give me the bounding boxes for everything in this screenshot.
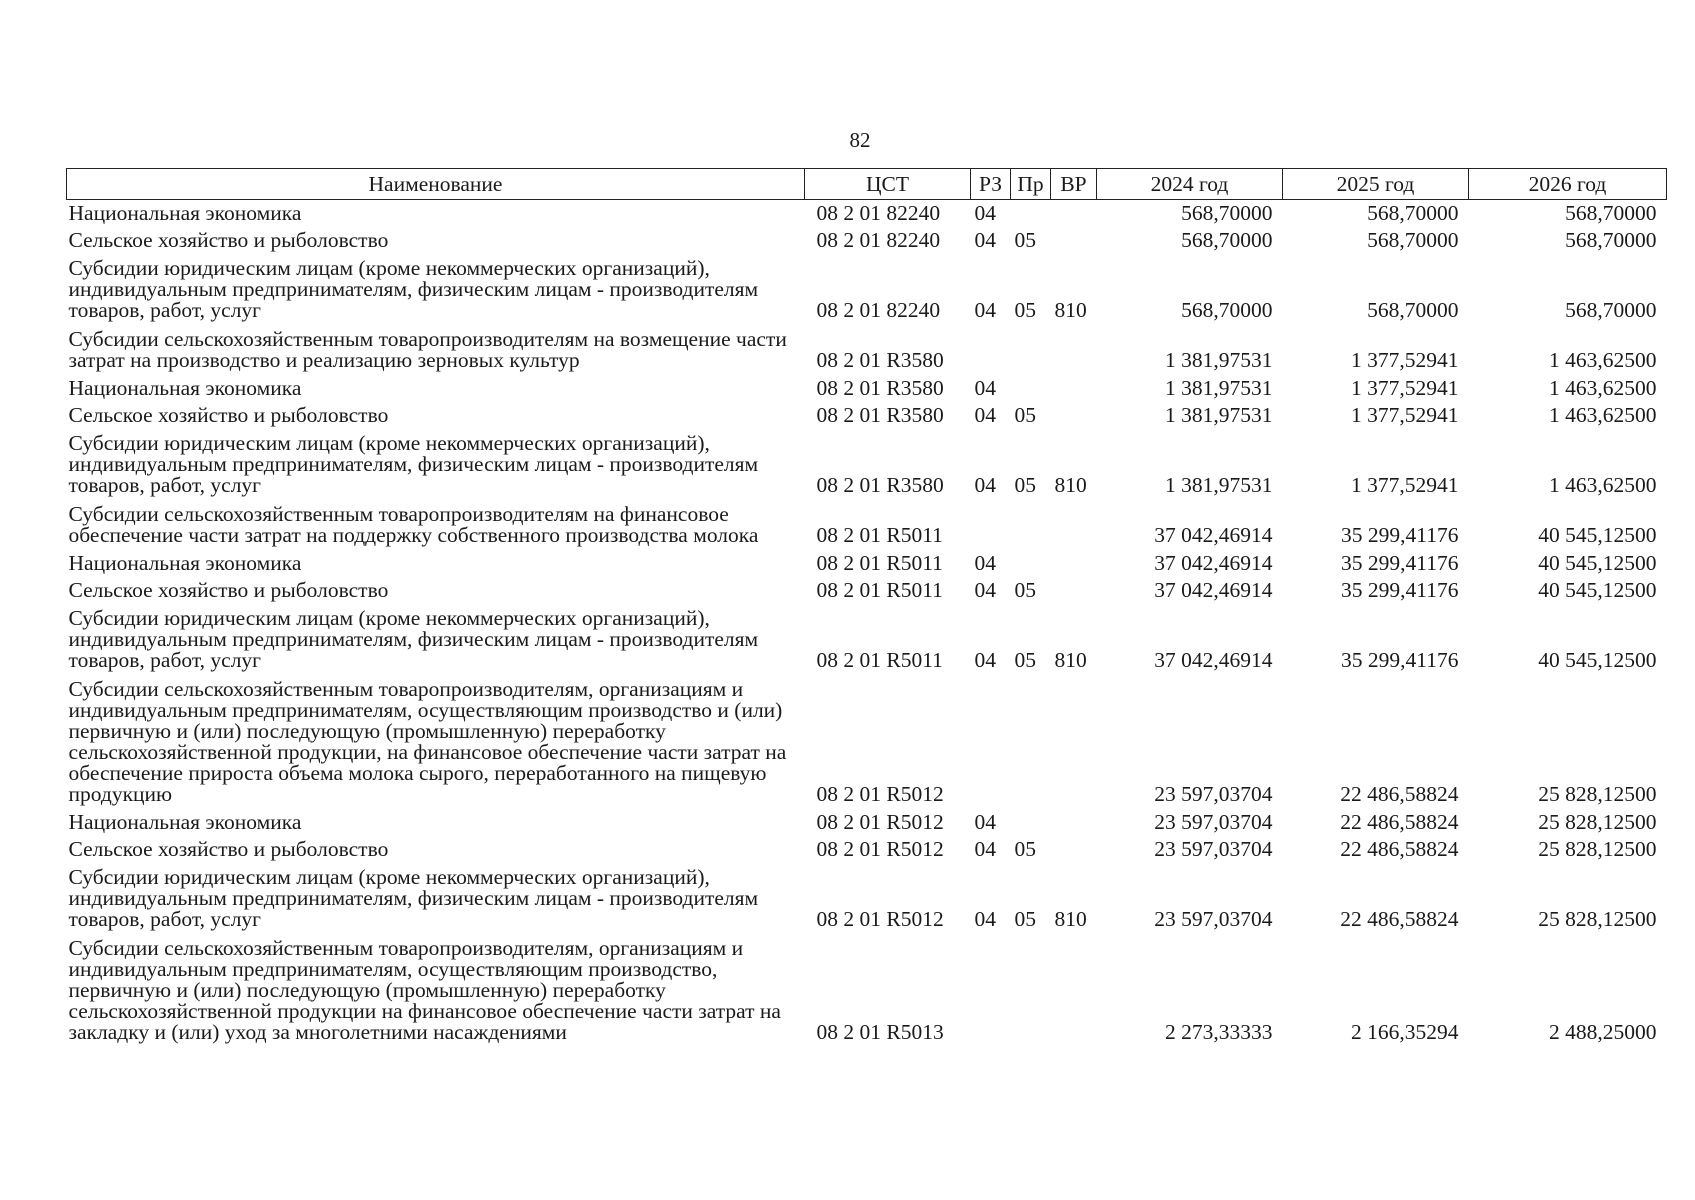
cell-vr: [1051, 500, 1097, 550]
cell-2025: 22 486,58824: [1340, 907, 1459, 931]
cell-2024: 1 381,97531: [1165, 403, 1273, 427]
cell-cst: 08 2 01 R5012: [816, 907, 944, 931]
cell-cst: 08 2 01 R3580: [816, 473, 944, 497]
cell-pr: [1011, 325, 1051, 375]
cell-name: Субсидии юридическим лицам (кроме некоммерческих организаций), индивидуальным предпринимателям, физическим лицам - производителям товаров, работ, услуг: [68, 865, 759, 931]
header-2026: 2026 год: [1469, 169, 1667, 200]
cell-2024: 2 273,33333: [1165, 1020, 1273, 1044]
header-cst: ЦСТ: [805, 169, 971, 200]
table-row: [67, 429, 1667, 500]
cell-rz: 04: [974, 201, 996, 225]
table-row: [67, 604, 1667, 675]
cell-2024: 23 597,03704: [1154, 907, 1273, 931]
cell-name: Субсидии юридическим лицам (кроме некоммерческих организаций), индивидуальным предпринимателям, физическим лицам - производителям товаров, работ, услуг: [68, 431, 759, 497]
cell-2025: 35 299,41176: [1341, 523, 1459, 547]
cell-rz: 04: [974, 228, 996, 252]
cell-2024: 23 597,03704: [1154, 837, 1273, 861]
cell-2026: 568,70000: [1565, 298, 1657, 322]
cell-name: Субсидии сельскохозяйственным товаропроизводителям, организациям и индивидуальным предпринимателям, осуществляющим производство, первичную и (или) последующую (промышленную) переработку сельскохозяйственной продукции на финансовое обеспечение части затрат на закладку и (или) уход за многолетними насаждениями: [68, 936, 781, 1044]
cell-vr: [1051, 809, 1097, 836]
cell-2026: 1 463,62500: [1549, 376, 1657, 400]
cell-2026: 1 463,62500: [1549, 348, 1657, 372]
cell-cst: 08 2 01 R5012: [816, 837, 944, 861]
cell-2024: 568,70000: [1181, 201, 1273, 225]
cell-2025: 22 486,58824: [1340, 837, 1459, 861]
cell-vr: [1051, 325, 1097, 375]
cell-rz: 04: [974, 907, 996, 931]
cell-2025: 22 486,58824: [1340, 810, 1459, 834]
cell-cst: 08 2 01 R5012: [816, 810, 944, 834]
cell-2024: 568,70000: [1181, 228, 1273, 252]
cell-vr: 810: [1054, 907, 1087, 931]
cell-vr: [1051, 836, 1097, 863]
cell-name: Национальная экономика: [68, 201, 302, 225]
cell-vr: [1051, 402, 1097, 429]
cell-rz: 04: [974, 648, 996, 672]
cell-pr: [1011, 675, 1051, 809]
table-body: [67, 200, 1667, 1048]
cell-rz: 04: [974, 837, 996, 861]
table-row: [67, 402, 1667, 429]
cell-cst: 08 2 01 R5012: [816, 782, 944, 806]
header-pr: Пр: [1011, 169, 1051, 200]
cell-pr: [1011, 200, 1051, 228]
cell-pr: [1011, 375, 1051, 402]
cell-rz: [971, 325, 1011, 375]
cell-2026: 25 828,12500: [1538, 782, 1657, 806]
budget-table-container: [66, 168, 1666, 1047]
cell-rz: 04: [974, 551, 996, 575]
page-number: 82: [849, 128, 871, 152]
cell-2025: 568,70000: [1367, 201, 1459, 225]
cell-rz: [971, 675, 1011, 809]
cell-name: Сельское хозяйство и рыболовство: [68, 837, 389, 861]
cell-cst: 08 2 01 82240: [816, 298, 941, 322]
table-row: [67, 254, 1667, 325]
cell-2025: 568,70000: [1367, 228, 1459, 252]
cell-rz: 04: [974, 810, 996, 834]
table-row: [67, 863, 1667, 934]
cell-2025: 1 377,52941: [1351, 348, 1459, 372]
cell-2026: 25 828,12500: [1538, 810, 1657, 834]
cell-2025: 35 299,41176: [1341, 648, 1459, 672]
cell-name: Субсидии сельскохозяйственным товаропроизводителям на возмещение части затрат на производство и реализацию зерновых культур: [68, 327, 787, 372]
cell-vr: [1051, 675, 1097, 809]
cell-rz: 04: [974, 376, 996, 400]
cell-2024: 1 381,97531: [1165, 348, 1273, 372]
header-rz: РЗ: [971, 169, 1011, 200]
cell-cst: 08 2 01 R3580: [816, 376, 944, 400]
cell-2025: 35 299,41176: [1341, 551, 1459, 575]
cell-2024: 37 042,46914: [1154, 551, 1273, 575]
cell-name: Национальная экономика: [68, 376, 302, 400]
cell-pr: [1011, 500, 1051, 550]
table-row: [67, 550, 1667, 577]
cell-cst: 08 2 01 R5011: [816, 551, 943, 575]
cell-pr: [1011, 550, 1051, 577]
cell-2026: 25 828,12500: [1538, 907, 1657, 931]
cell-cst: 08 2 01 R3580: [816, 348, 944, 372]
cell-2025: 1 377,52941: [1351, 376, 1459, 400]
cell-pr: [1011, 934, 1051, 1047]
cell-rz: 04: [974, 578, 996, 602]
table-row: [67, 200, 1667, 228]
table-row: [67, 375, 1667, 402]
cell-pr: 05: [1014, 578, 1036, 602]
cell-pr: 05: [1014, 837, 1036, 861]
table-row: [67, 809, 1667, 836]
cell-2025: 2 166,35294: [1351, 1020, 1459, 1044]
cell-pr: 05: [1014, 403, 1036, 427]
cell-cst: 08 2 01 R5011: [816, 648, 943, 672]
cell-2026: 40 545,12500: [1538, 578, 1657, 602]
cell-vr: [1051, 375, 1097, 402]
cell-name: Сельское хозяйство и рыболовство: [68, 578, 389, 602]
cell-2024: 23 597,03704: [1154, 810, 1273, 834]
table-row: [67, 325, 1667, 375]
cell-name: Национальная экономика: [68, 810, 302, 834]
cell-rz: [971, 934, 1011, 1047]
header-name: Наименование: [67, 169, 805, 200]
cell-pr: 05: [1014, 648, 1036, 672]
cell-name: Субсидии сельскохозяйственным товаропроизводителям, организациям и индивидуальным предпринимателям, осуществляющим производство и (или) первичную и (или) последующую (промышленную) переработку сельскохозяйственной продукции, на финансовое обеспечение части затрат на обеспечение прироста объема молока сырого, переработанного на пищевую продукцию: [68, 677, 787, 806]
cell-2024: 23 597,03704: [1154, 782, 1273, 806]
cell-2026: 25 828,12500: [1538, 837, 1657, 861]
cell-cst: 08 2 01 R3580: [816, 403, 944, 427]
cell-2025: 35 299,41176: [1341, 578, 1459, 602]
cell-name: Сельское хозяйство и рыболовство: [68, 228, 389, 252]
cell-vr: [1051, 200, 1097, 228]
table-row: [67, 934, 1667, 1047]
cell-vr: [1051, 550, 1097, 577]
cell-2026: 568,70000: [1565, 228, 1657, 252]
cell-pr: 05: [1014, 228, 1036, 252]
cell-vr: 810: [1054, 648, 1087, 672]
cell-name: Субсидии юридическим лицам (кроме некоммерческих организаций), индивидуальным предпринимателям, физическим лицам - производителям товаров, работ, услуг: [68, 606, 759, 672]
cell-cst: 08 2 01 R5013: [816, 1020, 944, 1044]
cell-vr: [1051, 934, 1097, 1047]
cell-pr: 05: [1014, 298, 1036, 322]
cell-vr: [1051, 227, 1097, 254]
cell-name: Национальная экономика: [68, 551, 302, 575]
cell-2026: 40 545,12500: [1538, 523, 1657, 547]
cell-2026: 1 463,62500: [1549, 473, 1657, 497]
cell-2026: 40 545,12500: [1538, 648, 1657, 672]
cell-2025: 568,70000: [1367, 298, 1459, 322]
cell-2025: 22 486,58824: [1340, 782, 1459, 806]
cell-rz: 04: [974, 298, 996, 322]
table-row: [67, 836, 1667, 863]
cell-vr: 810: [1054, 298, 1087, 322]
cell-vr: 810: [1054, 473, 1087, 497]
cell-rz: [971, 500, 1011, 550]
header-2024: 2024 год: [1097, 169, 1283, 200]
table-header: [67, 169, 1667, 200]
cell-name: Сельское хозяйство и рыболовство: [68, 403, 389, 427]
cell-2024: 1 381,97531: [1165, 376, 1273, 400]
cell-2026: 40 545,12500: [1538, 551, 1657, 575]
table-row: [67, 227, 1667, 254]
cell-cst: 08 2 01 82240: [816, 201, 941, 225]
cell-2026: 2 488,25000: [1549, 1020, 1657, 1044]
cell-pr: 05: [1014, 907, 1036, 931]
cell-cst: 08 2 01 R5011: [816, 578, 943, 602]
cell-2026: 1 463,62500: [1549, 403, 1657, 427]
budget-table: [66, 168, 1667, 1047]
cell-2025: 1 377,52941: [1351, 473, 1459, 497]
cell-cst: 08 2 01 R5011: [816, 523, 943, 547]
cell-2025: 1 377,52941: [1351, 403, 1459, 427]
cell-2026: 568,70000: [1565, 201, 1657, 225]
cell-name: Субсидии сельскохозяйственным товаропроизводителям на финансовое обеспечение части затрат на поддержку собственного производства молока: [68, 502, 759, 547]
cell-pr: [1011, 809, 1051, 836]
cell-2024: 37 042,46914: [1154, 648, 1273, 672]
cell-2024: 37 042,46914: [1154, 523, 1273, 547]
cell-2024: 1 381,97531: [1165, 473, 1273, 497]
cell-vr: [1051, 577, 1097, 604]
cell-rz: 04: [974, 403, 996, 427]
table-row: [67, 500, 1667, 550]
cell-2024: 568,70000: [1181, 298, 1273, 322]
table-row: [67, 675, 1667, 809]
table-row: [67, 577, 1667, 604]
header-2025: 2025 год: [1283, 169, 1469, 200]
cell-name: Субсидии юридическим лицам (кроме некоммерческих организаций), индивидуальным предпринимателям, физическим лицам - производителям товаров, работ, услуг: [68, 256, 759, 322]
cell-2024: 37 042,46914: [1154, 578, 1273, 602]
cell-rz: 04: [974, 473, 996, 497]
cell-pr: 05: [1014, 473, 1036, 497]
cell-cst: 08 2 01 82240: [816, 228, 941, 252]
header-vr: ВР: [1051, 169, 1097, 200]
